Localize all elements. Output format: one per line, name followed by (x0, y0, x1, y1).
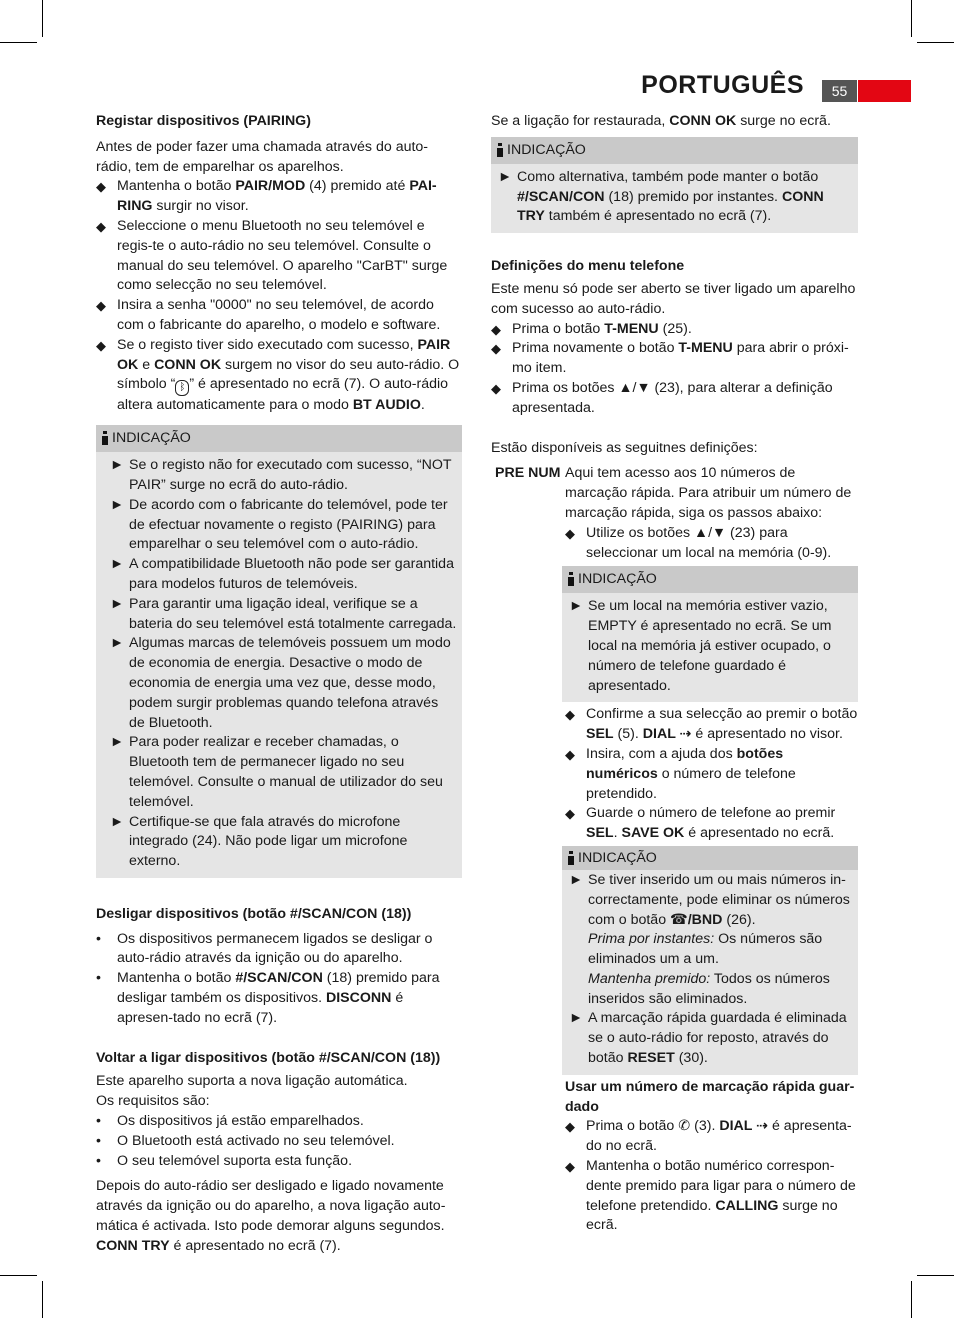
note-item: ► Se o registo não for executado com sucesso, “NOT PAIR” surge no ecrã do auto-rádio. (110, 457, 452, 493)
page-number: 55 (822, 80, 857, 102)
note-box (96, 425, 462, 878)
phone-call-icon: ✆ (678, 1118, 691, 1135)
crop-mark (911, 0, 912, 37)
list-item: ◆ Utilize os botões ▲/▼ (23) para seleccionar um local na memória (0-9). (565, 524, 832, 561)
triangle-bullet-icon: ► (110, 595, 125, 612)
list-item: ◆ Mantenha o botão numérico correspon-dente premido para ligar para o número de telefone pretendido. CALLING surge no ecrã. (565, 1158, 856, 1234)
note-box (562, 846, 858, 1075)
note-header: INDICAÇÃO (96, 425, 462, 452)
list-item: • Os dispositivos permanecem ligados se desligar o auto-rádio através da ignição ou do aparelho. (96, 930, 433, 967)
up-down-arrows-icon: ▲/▼ (694, 524, 727, 541)
crop-mark (917, 42, 954, 43)
diamond-bullet-icon: ◆ (565, 525, 575, 541)
note-item: ► Se um local na memória estiver vazio, EMPTY é apresentado no ecrã. Se um local na memória já estiver ocupado, o número de telefone guardado é apresentado. (569, 598, 832, 694)
diamond-bullet-icon: ◆ (565, 707, 575, 723)
note-item: ► Para garantir uma ligação ideal, verifique se a bateria do seu telemóvel está totalmente carregada. (110, 595, 457, 632)
dial-arrow-icon: ⇢ (752, 1118, 769, 1135)
crop-mark (42, 0, 43, 37)
dot-bullet-icon: • (96, 1113, 101, 1130)
crop-mark (917, 1275, 954, 1276)
note-box (491, 137, 858, 233)
menu-heading: Definições do menu telefone (491, 258, 685, 275)
triangle-bullet-icon: ► (498, 168, 513, 185)
left-column (96, 112, 462, 1257)
triangle-bullet-icon: ► (110, 556, 125, 573)
available-settings: Estão disponíveis as seguitnes definições: (491, 439, 758, 456)
menu-intro: Este menu só pode ser aberto se tiver ligado um aparelho com sucesso ao auto-rádio. (491, 280, 856, 317)
reconnect-heading: Voltar a ligar dispositivos (botão #/SCAN/CON (18)) (96, 1049, 441, 1066)
note-box (562, 566, 858, 702)
dot-bullet-icon: • (96, 930, 101, 947)
definition-term: PRE NUM (495, 465, 561, 482)
right-column (491, 112, 858, 1236)
list-item: ◆ Prima o botão ✆ (3). DIAL ⇢ é apresenta-do no ecrã. (565, 1118, 852, 1155)
info-icon (497, 143, 503, 156)
dial-arrow-icon: ⇢ (675, 726, 692, 743)
crop-mark (0, 1275, 37, 1276)
diamond-bullet-icon: ◆ (491, 321, 501, 337)
triangle-bullet-icon: ► (569, 1010, 584, 1027)
triangle-bullet-icon: ► (569, 598, 584, 615)
note-item: ► A compatibilidade Bluetooth não pode ser garantida para modelos futuros de telemóveis. (110, 556, 454, 592)
diamond-bullet-icon: ◆ (565, 746, 575, 762)
note-item: ► Para poder realizar e receber chamadas, o Bluetooth tem de permanecer ligado no seu telemóvel. Consulte o manual de utilizador do seu telemóvel. (110, 734, 443, 810)
list-item: ◆ Insira a senha "0000" no seu telemóvel, de acordo com o fabricante do aparelho, o modelo e software. (96, 297, 441, 333)
triangle-bullet-icon: ► (110, 635, 125, 652)
list-item: • O seu telemóvel suporta esta função. (96, 1152, 462, 1172)
list-item: ◆ Prima os botões ▲/▼ (23), para alterar a definição apresentada. (491, 379, 833, 416)
note-header: INDICAÇÃO (491, 137, 858, 164)
triangle-bullet-icon: ► (110, 457, 125, 474)
bluetooth-icon: ᛒ (175, 380, 189, 396)
info-icon (102, 431, 108, 444)
note-header: INDICAÇÃO (562, 566, 858, 593)
note-item: ► Algumas marcas de telemóveis possuem um modo de economia de energia. Desactive o modo de economia de energia uma vez que, desse modo, podem surgir problemas quando telefona através de Bluetooth. (110, 635, 451, 731)
triangle-bullet-icon: ► (110, 813, 125, 830)
hang-up-phone-icon: ☎ (670, 911, 688, 928)
triangle-bullet-icon: ► (110, 496, 125, 513)
list-item: ◆ Prima novamente o botão T-MENU para abrir o próxi-mo item. (491, 340, 849, 377)
crop-mark (42, 1281, 43, 1318)
page-number-accent (858, 80, 911, 102)
crop-mark (911, 1281, 912, 1318)
note-item: ► De acordo com o fabricante do telemóvel, pode ter de efectuar novamente o registo (PAIRING) para emparelhar o seu telemóvel com o auto-rádio. (110, 496, 448, 553)
diamond-bullet-icon: ◆ (565, 1119, 575, 1135)
list-item: ◆ Insira, com a ajuda dos botões numéricos o número de telefone pretendido. (565, 745, 796, 802)
reconnect-summary: Depois do auto-rádio ser desligado e ligado novamente através da ignição ou do aparelho, a nova ligação auto-mática é activada. Isto pode demorar alguns segundos. CONN TRY é apresentado no ecrã (7). (96, 1178, 446, 1254)
list-item: ◆ Se o registo tiver sido executado com sucesso, PAIR OK e CONN OK surgem no visor do seu auto-rádio. O símbolo “ ᛒ ” é apresentado no ecrã (7). O auto-rádio altera automaticamente para o modo BT AUDIO. (96, 336, 460, 414)
definition-pre-num (491, 464, 858, 1236)
reconnect-intro: Este aparelho suporta a nova ligação automática. (96, 1073, 408, 1090)
dot-bullet-icon: • (96, 1132, 101, 1149)
list-item: ◆ Guarde o número de telefone ao premir SEL. SAVE OK é apresentado no ecrã. (565, 805, 836, 842)
page-title: PORTUGUÊS (641, 71, 804, 99)
diamond-bullet-icon: ◆ (565, 1159, 575, 1175)
diamond-bullet-icon: ◆ (565, 806, 575, 822)
info-icon (568, 851, 574, 864)
note-item: ► Certifique-se que fala através do microfone integrado (24). Não pode ligar um microfone externo. (110, 813, 408, 870)
disconnect-heading: Desligar dispositivos (botão #/SCAN/CON (18)) (96, 905, 412, 922)
diamond-bullet-icon: ◆ (491, 380, 501, 396)
diamond-bullet-icon: ◆ (96, 337, 106, 353)
pairing-intro: Antes de poder fazer uma chamada através do auto-rádio, tem de emparelhar os aparelhos. (96, 138, 429, 175)
list-item: ◆ Confirme a sua selecção ao premir o botão SEL (5). DIAL ⇢ é apresentado no visor. (565, 706, 858, 743)
list-item: ◆ Prima o botão T-MENU (25). (491, 320, 858, 340)
list-item: ◆ Mantenha o botão PAIR/MOD (4) premido até PAI-RING surgir no visor. (96, 178, 437, 215)
note-item: ► A marcação rápida guardada é eliminada se o auto-rádio for reposto, através do botão RESET (30). (569, 1010, 847, 1067)
definition-description: Aqui tem acesso aos 10 números de marcação rápida. Para atribuir um número de marcação rápida, siga os passos abaixo: ◆ Utilize os botões ▲/▼ (23) para seleccionar um local na memória (0-9). INDICAÇÃO ► Se um local na memória estiver vazio, EMPTY é apresentado no ecrã. Se um local na memória já estiver ocupado, o número de telefone guardado é apresentado. ◆ Confirme a sua selecção ao premir o botão SEL (5). DIAL ⇢ é apresentado no visor. ◆ Insira, com a ajuda dos botões numéricos o número de telefone pretendido. ◆ Guarde o número de telefone ao premir SEL. SAVE OK é apresentado no ecrã. INDICAÇÃO ► Se tiver inserido um ou mais números in-correctamente, pode eliminar os números com o botão ☎/BND (26). Prima por instantes: Os números são eliminados um a um. Mantenha premido: Todos os números inseridos são eliminados. ► A marcação rápida guardada é eliminada se o auto-rádio for reposto, através do botão RESET (30). Usar um número de marcação rápida guar-dado ◆ Prima o botão ✆ (3). DIAL ⇢ é apresenta-do no ecrã. ◆ Mantenha o botão numérico correspon-dente premido para ligar para o número de telefone pretendido. CALLING surge no ecrã. (565, 464, 858, 1236)
dot-bullet-icon: • (96, 1152, 101, 1169)
reconnect-requirements-label: Os requisitos são: (96, 1093, 210, 1110)
up-down-arrows-icon: ▲/▼ (618, 379, 651, 396)
list-item: • Os dispositivos já estão emparelhados. (96, 1112, 462, 1132)
use-speed-dial-heading: Usar um número de marcação rápida guar-dado (565, 1078, 855, 1115)
dot-bullet-icon: • (96, 970, 101, 987)
info-icon (568, 572, 574, 585)
list-item: • O Bluetooth está activado no seu telemóvel. (96, 1132, 462, 1152)
triangle-bullet-icon: ► (110, 734, 125, 751)
note-item: ► Como alternativa, também pode manter o botão #/SCAN/CON (18) premido por instantes. CONN TRY também é apresentado no ecrã (7). (498, 168, 824, 225)
note-header: INDICAÇÃO (562, 846, 858, 870)
diamond-bullet-icon: ◆ (96, 179, 106, 195)
diamond-bullet-icon: ◆ (96, 298, 106, 314)
triangle-bullet-icon: ► (569, 871, 584, 888)
list-item: ◆ Seleccione o menu Bluetooth no seu telemóvel e regis-te o auto-rádio no seu telemóvel. Consulte o manual do seu telemóvel. O aparelho "CarBT" surge como selecção no seu telemóvel. (96, 217, 448, 294)
list-item: • Mantenha o botão #/SCAN/CON (18) premido para desligar também os dispositivos. DISCONN é apresen-tado no ecrã (7). (96, 970, 440, 1026)
note-item: ► Se tiver inserido um ou mais números in-correctamente, pode eliminar os números com o botão ☎/BND (26). Prima por instantes: Os números são eliminados um a um. Mantenha premido: Todos os números inseridos são eliminados. (569, 871, 850, 1007)
diamond-bullet-icon: ◆ (491, 341, 501, 357)
diamond-bullet-icon: ◆ (96, 218, 106, 234)
restored-text: Se a ligação for restaurada, CONN OK surge no ecrã. (491, 113, 831, 129)
pairing-heading: Registar dispositivos (PAIRING) (96, 113, 311, 129)
crop-mark (0, 42, 37, 43)
